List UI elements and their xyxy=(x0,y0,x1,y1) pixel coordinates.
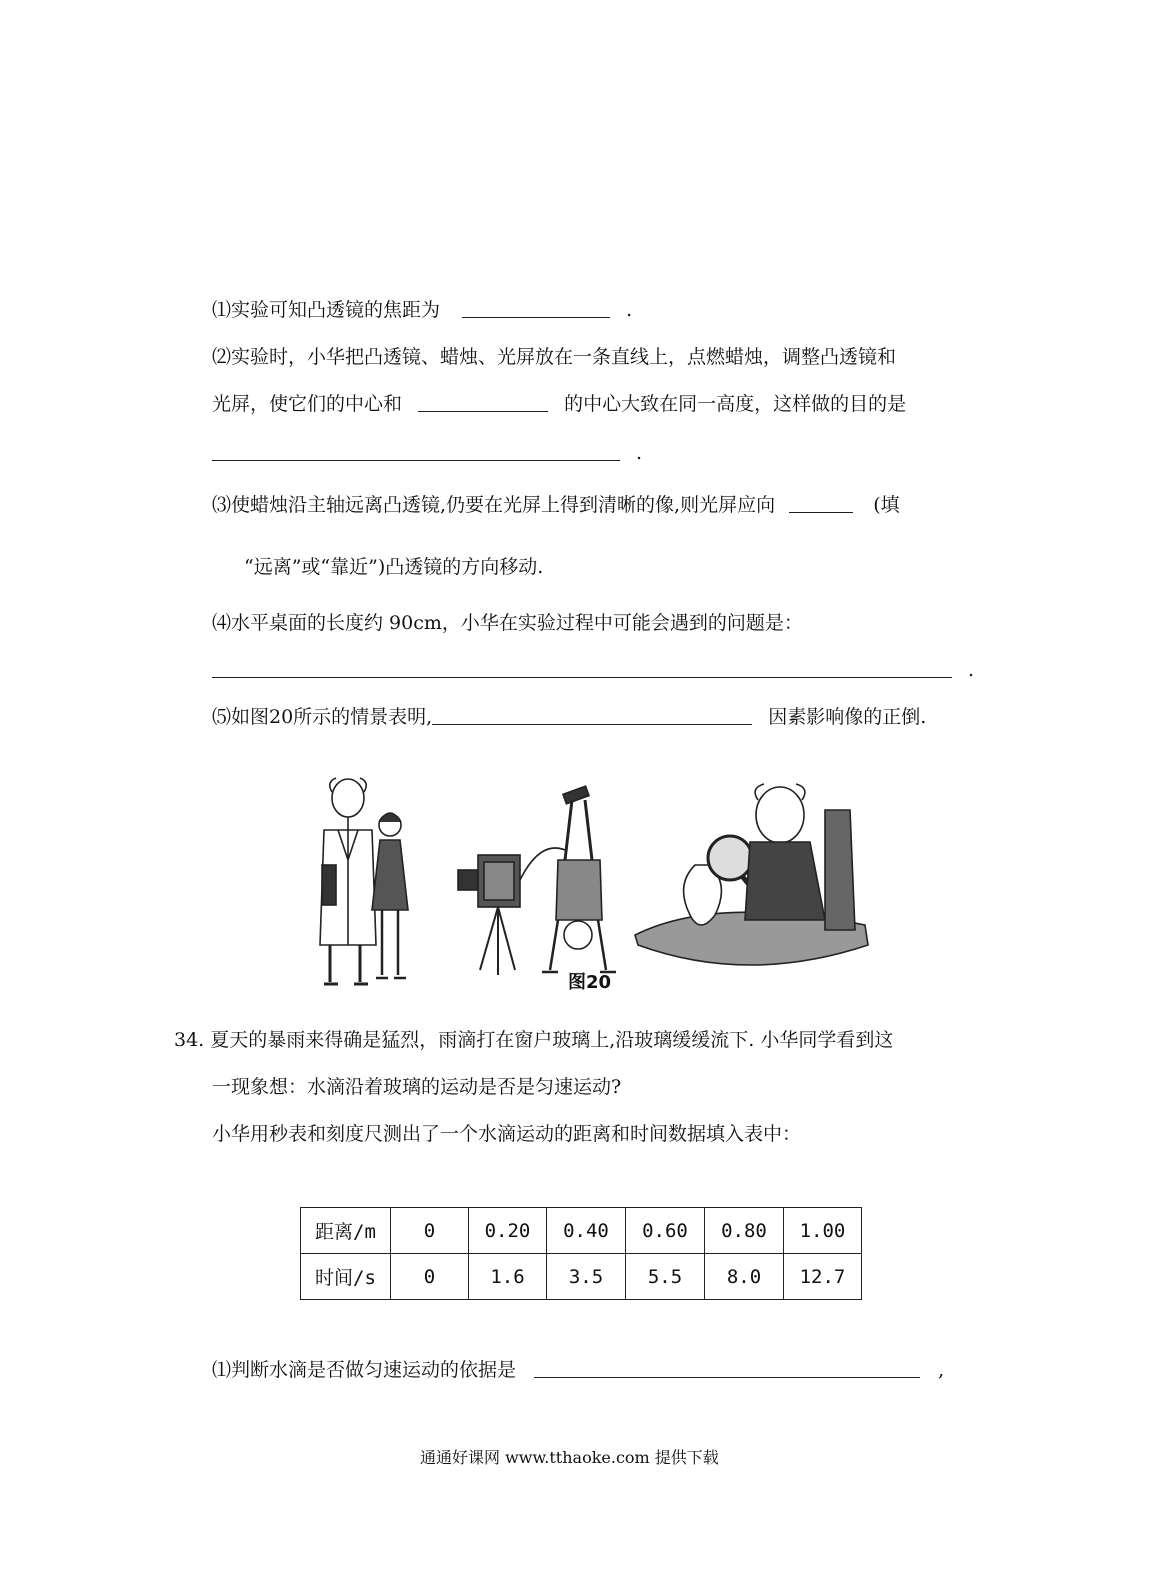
table-cell: 0 xyxy=(391,1208,469,1254)
table-cell: 8.0 xyxy=(705,1254,784,1300)
scene-camera-and-inverted-boy xyxy=(458,786,616,975)
question-34-line-2: 一现象想：水滴沿着玻璃的运动是否是匀速运动? xyxy=(212,1076,622,1098)
figure-20-illustration xyxy=(310,770,875,995)
scene-magnifying-glass xyxy=(635,784,868,965)
answer-blank[interactable] xyxy=(418,393,548,412)
table-cell: 12.7 xyxy=(784,1254,862,1300)
table-cell: 0.80 xyxy=(705,1208,784,1254)
question-4-line-2 xyxy=(212,656,974,684)
answer-blank[interactable] xyxy=(462,299,610,318)
table-cell: 1.00 xyxy=(784,1208,862,1254)
distance-time-table xyxy=(300,1207,862,1300)
table-cell: 0.60 xyxy=(626,1208,705,1254)
answer-blank[interactable] xyxy=(212,659,952,678)
question-3-line-2: “远离”或“靠近”)凸透镜的方向移动. xyxy=(244,556,544,578)
table-cell: 0.20 xyxy=(469,1208,547,1254)
answer-blank[interactable] xyxy=(432,706,752,725)
question-1-text: ⑴实验可知凸透镜的焦距为 xyxy=(212,299,441,321)
question-4-line-1: ⑷水平桌面的长度约 90cm，小华在实验过程中可能会遇到的问题是： xyxy=(212,612,803,634)
question-34-line-3: 小华用秒表和刻度尺测出了一个水滴运动的距离和时间数据填入表中： xyxy=(212,1123,802,1145)
period: . xyxy=(636,442,643,464)
question-5 xyxy=(212,703,926,731)
period: . xyxy=(626,299,633,321)
table-row xyxy=(301,1208,862,1254)
answer-blank[interactable] xyxy=(534,1359,920,1378)
question-3-text-a: ⑶使蜡烛沿主轴远离凸透镜,仍要在光屏上得到清晰的像,则光屏应向 xyxy=(212,494,776,516)
table-cell: 1.6 xyxy=(469,1254,547,1300)
footer-source: 通通好课网 www.tthaoke.com 提供下载 xyxy=(420,1448,719,1467)
question-2-line-3 xyxy=(212,439,642,467)
table-cell: 0 xyxy=(391,1254,469,1300)
figure-caption: 图20 xyxy=(568,972,612,993)
table-header-cell: 时间/s xyxy=(301,1254,391,1300)
question-34-line-1: 34. 夏天的暴雨来得确是猛烈，雨滴打在窗户玻璃上,沿玻璃缓缓流下. 小华同学看到这 xyxy=(174,1029,894,1051)
question-34-1 xyxy=(212,1356,944,1384)
period: . xyxy=(968,659,975,681)
question-5-text-b: 因素影响像的正倒. xyxy=(768,706,927,728)
question-2-line-2 xyxy=(212,390,906,418)
table-header-cell: 距离/m xyxy=(301,1208,391,1254)
question-1 xyxy=(212,296,632,324)
comma: , xyxy=(938,1359,945,1381)
question-2-text-b: 的中心大致在同一高度，这样做的目的是 xyxy=(564,393,907,415)
answer-blank[interactable] xyxy=(212,442,620,461)
question-3-line-1 xyxy=(212,491,900,519)
scene-man-and-girl xyxy=(320,778,408,984)
question-3-text-b: (填 xyxy=(873,494,900,516)
table-row xyxy=(301,1254,862,1300)
answer-blank[interactable] xyxy=(789,494,853,513)
question-2-line-1: ⑵实验时，小华把凸透镜、蜡烛、光屏放在一条直线上，点燃蜡烛，调整凸透镜和 xyxy=(212,346,897,368)
question-2-text-a: 光屏，使它们的中心和 xyxy=(212,393,403,415)
table-cell: 0.40 xyxy=(547,1208,626,1254)
table-cell: 5.5 xyxy=(626,1254,705,1300)
question-34-1-text: ⑴判断水滴是否做匀速运动的依据是 xyxy=(212,1359,517,1381)
question-5-text-a: ⑸如图20所示的情景表明, xyxy=(212,706,433,728)
table-cell: 3.5 xyxy=(547,1254,626,1300)
